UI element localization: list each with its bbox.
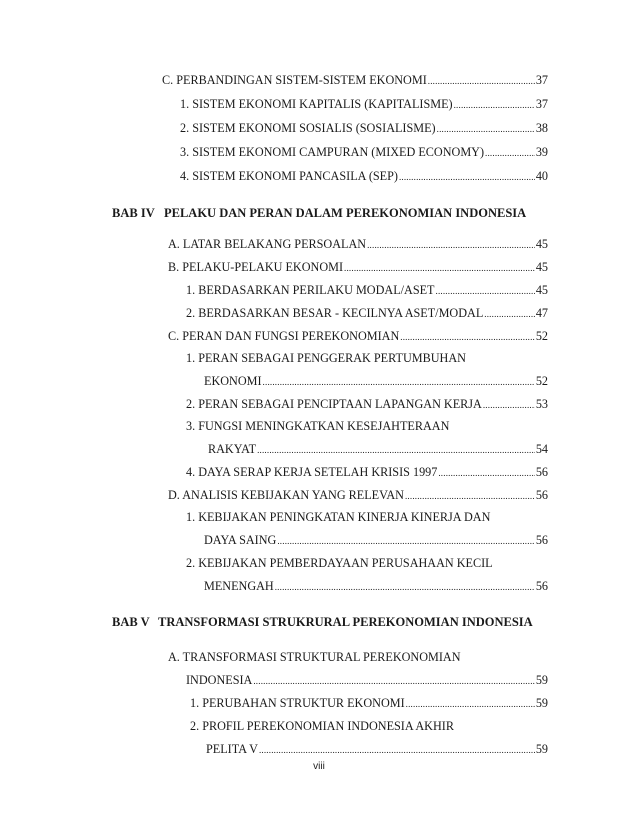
toc-entry-label: B. PELAKU-PELAKU EKONOMI: [168, 260, 344, 274]
toc-page-number: 54: [535, 442, 548, 456]
dot-leader: [428, 73, 535, 89]
toc-page-number: 56: [535, 533, 548, 547]
toc-entry-label: 4. DAYA SERAP KERJA SETELAH KRISIS 1997: [186, 465, 438, 479]
toc-entry-label: A. LATAR BELAKANG PERSOALAN: [168, 237, 367, 251]
toc-entry: [180, 168, 548, 185]
toc-page-number: 37: [535, 73, 548, 87]
chapter-number: BAB V: [112, 615, 150, 629]
toc-entry: [186, 672, 548, 689]
toc-entry: [204, 373, 548, 390]
toc-entry: [168, 236, 548, 253]
toc-page-number: 59: [535, 742, 548, 756]
toc-page-number: 52: [535, 329, 548, 343]
toc-page-number: 45: [535, 260, 548, 274]
dot-leader: [438, 465, 534, 481]
dot-leader: [437, 121, 535, 137]
dot-leader: [483, 397, 535, 413]
dot-leader: [405, 488, 535, 504]
toc-entry-label: 1. BERDASARKAN PERILAKU MODAL/ASET: [186, 283, 435, 297]
toc-entry-label: 2. SISTEM EKONOMI SOSIALIS (SOSIALISME): [180, 121, 436, 135]
toc-entry-label: 4. SISTEM EKONOMI PANCASILA (SEP): [180, 169, 398, 183]
toc-entry-label: 2. KEBIJAKAN PEMBERDAYAAN PERUSAHAAN KECIL: [186, 556, 493, 570]
toc-entry: [204, 578, 548, 595]
toc-page-number: 39: [535, 145, 548, 159]
toc-page-number: 52: [535, 374, 548, 388]
toc-entry: [190, 695, 548, 712]
toc-page-number: 38: [535, 121, 548, 135]
toc-page-number: 56: [535, 579, 548, 593]
toc-entry: [168, 487, 548, 504]
toc-page-number: 37: [535, 97, 548, 111]
toc-entry: [168, 259, 548, 276]
toc-entry-label: 2. PROFIL PEREKONOMIAN INDONESIA AKHIR: [190, 719, 454, 733]
toc-page-number: 59: [535, 673, 548, 687]
toc-entry: [180, 96, 548, 113]
toc-entry-label: 1. KEBIJAKAN PENINGKATAN KINERJA KINERJA DAN: [186, 510, 491, 524]
toc-entry: [180, 120, 548, 137]
toc-entry: [186, 464, 548, 481]
toc-entry: [208, 441, 548, 458]
toc-entry-label: DAYA SAING: [204, 533, 277, 547]
dot-leader: [454, 97, 535, 113]
toc-entry: [180, 144, 548, 161]
dot-leader: [253, 673, 534, 689]
dot-leader: [257, 442, 535, 458]
toc-entry-label: C. PERBANDINGAN SISTEM-SISTEM EKONOMI: [162, 73, 427, 87]
toc-page-number: 56: [535, 488, 548, 502]
dot-leader: [436, 283, 535, 299]
toc-entry: [186, 282, 548, 299]
toc-entry-label: 2. BERDASARKAN BESAR - KECILNYA ASET/MODAL: [186, 306, 484, 320]
toc-page-number: 59: [535, 696, 548, 710]
dot-leader: [406, 696, 535, 712]
toc-entry-label: MENENGAH: [204, 579, 274, 593]
toc-entry: [168, 328, 548, 345]
toc-entry: [162, 72, 548, 89]
chapter-heading: [112, 614, 533, 630]
dot-leader: [275, 579, 535, 595]
toc-entry: [186, 396, 548, 413]
toc-page-number: 40: [535, 169, 548, 183]
dot-leader: [399, 169, 535, 185]
toc-entry-label: PELITA V: [206, 742, 258, 756]
toc-entry-label: 2. PERAN SEBAGAI PENCIPTAAN LAPANGAN KERJA: [186, 397, 482, 411]
toc-page-number: 47: [535, 306, 548, 320]
toc-page-number: 53: [535, 397, 548, 411]
toc-entry-label: C. PERAN DAN FUNGSI PEREKONOMIAN: [168, 329, 400, 343]
toc-entry: [186, 305, 548, 322]
toc-entry-label: INDONESIA: [186, 673, 253, 687]
dot-leader: [344, 260, 535, 276]
toc-entry-label: RAKYAT: [208, 442, 257, 456]
toc-entry-label: 1. PERAN SEBAGAI PENGGERAK PERTUMBUHAN: [186, 351, 466, 365]
toc-entry-label: EKONOMI: [204, 374, 262, 388]
dot-leader: [277, 533, 534, 549]
toc-page-number: 45: [535, 237, 548, 251]
chapter-heading: [112, 205, 526, 221]
dot-leader: [259, 742, 535, 758]
chapter-title: TRANSFORMASI STRUKRURAL PEREKONOMIAN INDONESIA: [158, 615, 533, 629]
toc-page-number: 45: [535, 283, 548, 297]
dot-leader: [485, 145, 535, 161]
toc-entry-label: 1. PERUBAHAN STRUKTUR EKONOMI: [190, 696, 405, 710]
dot-leader: [367, 237, 535, 253]
chapter-number: BAB IV: [112, 206, 155, 220]
dot-leader: [400, 329, 535, 345]
toc-page-number: 56: [535, 465, 548, 479]
toc-entry-label: 1. SISTEM EKONOMI KAPITALIS (KAPITALISME): [180, 97, 453, 111]
page-number-footer: viii: [313, 761, 325, 772]
toc-entry-label: D. ANALISIS KEBIJAKAN YANG RELEVAN: [168, 488, 404, 502]
toc-entry: [204, 532, 548, 549]
toc-entry: [206, 741, 548, 758]
toc-entry-label: 3. SISTEM EKONOMI CAMPURAN (MIXED ECONOMY): [180, 145, 485, 159]
dot-leader: [484, 306, 535, 322]
chapter-title: PELAKU DAN PERAN DALAM PEREKONOMIAN INDONESIA: [164, 206, 527, 220]
dot-leader: [263, 374, 535, 390]
toc-entry-label: A. TRANSFORMASI STRUKTURAL PEREKONOMIAN: [168, 650, 461, 664]
toc-entry-label: 3. FUNGSI MENINGKATKAN KESEJAHTERAAN: [186, 419, 450, 433]
